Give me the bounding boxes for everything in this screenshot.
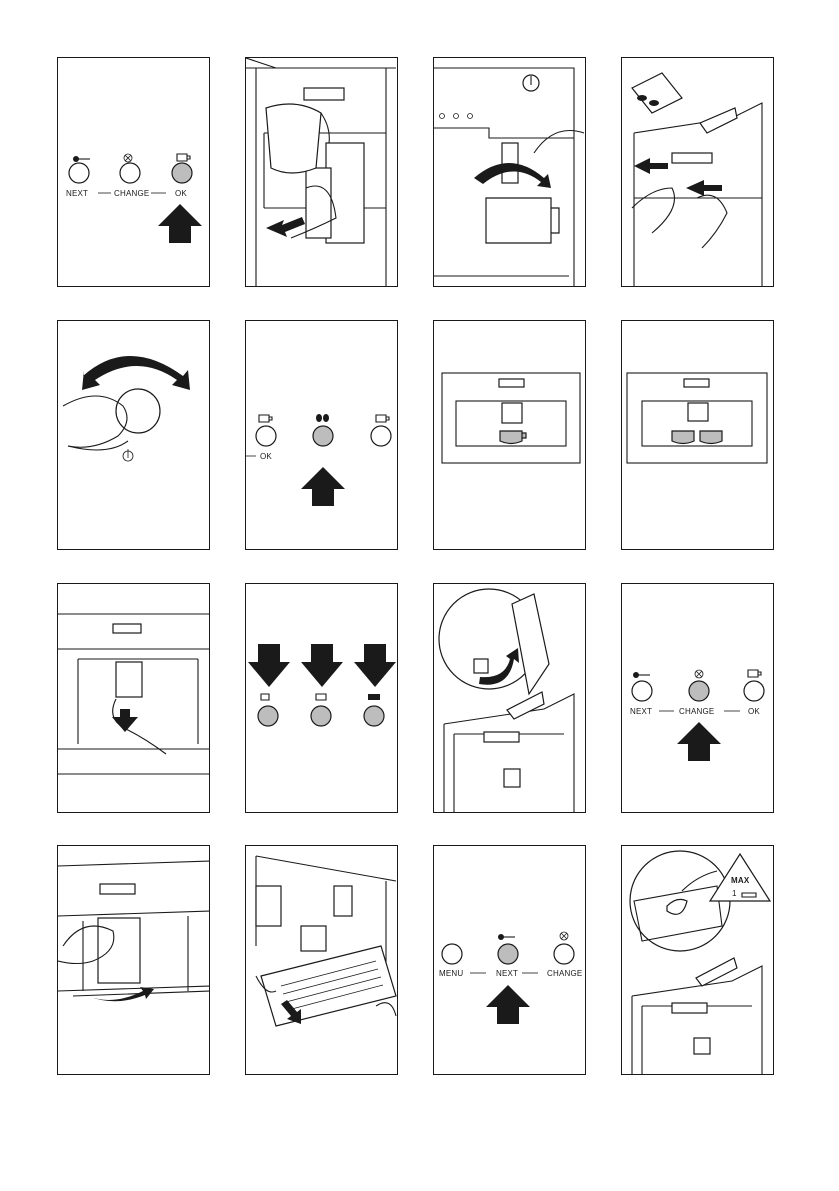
display (304, 88, 344, 100)
change-label: CHANGE (547, 969, 583, 978)
arrow-down-icon (354, 644, 396, 687)
display (684, 379, 709, 387)
cup-small-icon (261, 694, 269, 700)
spout (334, 886, 352, 916)
large-cup-button[interactable] (364, 706, 384, 726)
step-panel-9 (57, 583, 210, 813)
step-panel-15 (433, 845, 586, 1075)
cup-icon (700, 431, 722, 444)
arrow-down-icon (248, 644, 290, 687)
bean-container-lid[interactable] (700, 108, 737, 133)
display (100, 884, 135, 894)
grind-dial[interactable] (474, 659, 488, 673)
ok-label: OK (260, 452, 272, 461)
spout (502, 403, 522, 423)
medium-cup-button[interactable] (311, 706, 331, 726)
jug-icon (266, 104, 321, 173)
brew-unit (256, 886, 281, 926)
cup-icon (486, 198, 559, 243)
steam-icon (124, 154, 132, 162)
display (499, 379, 524, 387)
next-button[interactable] (498, 944, 518, 964)
step-panel-7 (433, 320, 586, 550)
arrow-up-icon (158, 204, 202, 243)
steam-icon (560, 932, 568, 940)
change-button[interactable] (689, 681, 709, 701)
spout[interactable] (116, 662, 142, 697)
water-tank[interactable] (326, 143, 364, 243)
step-panel-11 (433, 583, 586, 813)
next-label: NEXT (630, 707, 653, 716)
beans-icon (316, 414, 329, 422)
ok-label: OK (748, 707, 760, 716)
cup-large-icon (368, 694, 380, 700)
rotate-arrow-icon (82, 356, 190, 390)
display (484, 732, 519, 742)
spout (688, 403, 708, 421)
arrow-down-icon (301, 644, 343, 687)
beans-button[interactable] (313, 426, 333, 446)
ok-button[interactable] (256, 426, 276, 446)
step-panel-5 (57, 320, 210, 550)
step-panel-8 (621, 320, 774, 550)
step-panel-10 (245, 583, 398, 813)
spoon-icon (633, 672, 650, 678)
next-label: NEXT (496, 969, 519, 978)
display (113, 624, 141, 633)
bean-bag-icon (632, 73, 682, 113)
ok-button[interactable] (744, 681, 764, 701)
qty-label: 1 (732, 889, 737, 898)
change-label: CHANGE (679, 707, 715, 716)
ok-label: OK (175, 189, 187, 198)
cup-icon (748, 670, 761, 677)
arrow-up-icon (301, 467, 345, 506)
display (672, 153, 712, 163)
cup-icon (500, 431, 526, 444)
step-panel-2 (245, 57, 398, 287)
arrow-icon (266, 217, 305, 237)
change-label: CHANGE (114, 189, 150, 198)
cup-button[interactable] (371, 426, 391, 446)
step-panel-13 (57, 845, 210, 1075)
change-button[interactable] (554, 944, 574, 964)
arrow-left-icon (634, 158, 668, 174)
cup-icon (672, 431, 694, 444)
arrow-up-icon (486, 985, 530, 1024)
cup-icon (259, 415, 272, 422)
step-panel-3 (433, 57, 586, 287)
small-cup-button[interactable] (258, 706, 278, 726)
step-panel-4 (621, 57, 774, 287)
cup-medium-icon (316, 694, 326, 700)
arrow-up-icon (677, 722, 721, 761)
step-panel-6 (245, 320, 398, 550)
steam-icon (695, 670, 703, 678)
menu-button[interactable] (442, 944, 462, 964)
ok-button[interactable] (172, 163, 192, 183)
cup-icon (376, 415, 389, 422)
max-label: MAX (731, 876, 750, 885)
spoon-icon (498, 934, 515, 940)
spoon-icon (73, 156, 90, 162)
change-button[interactable] (120, 163, 140, 183)
grounds-container[interactable] (301, 926, 326, 951)
arrow-left-icon (686, 180, 722, 196)
step-panel-16 (621, 845, 774, 1075)
step-panel-1 (57, 57, 210, 287)
next-button[interactable] (69, 163, 89, 183)
next-label: NEXT (66, 189, 89, 198)
display (672, 1003, 707, 1013)
steam-wand[interactable] (502, 143, 518, 183)
next-button[interactable] (632, 681, 652, 701)
step-panel-12 (621, 583, 774, 813)
menu-label: MENU (439, 969, 464, 978)
power-knob[interactable] (116, 389, 160, 433)
step-panel-14 (245, 845, 398, 1075)
cup-icon (177, 154, 190, 161)
arrow-down-icon (112, 709, 138, 732)
